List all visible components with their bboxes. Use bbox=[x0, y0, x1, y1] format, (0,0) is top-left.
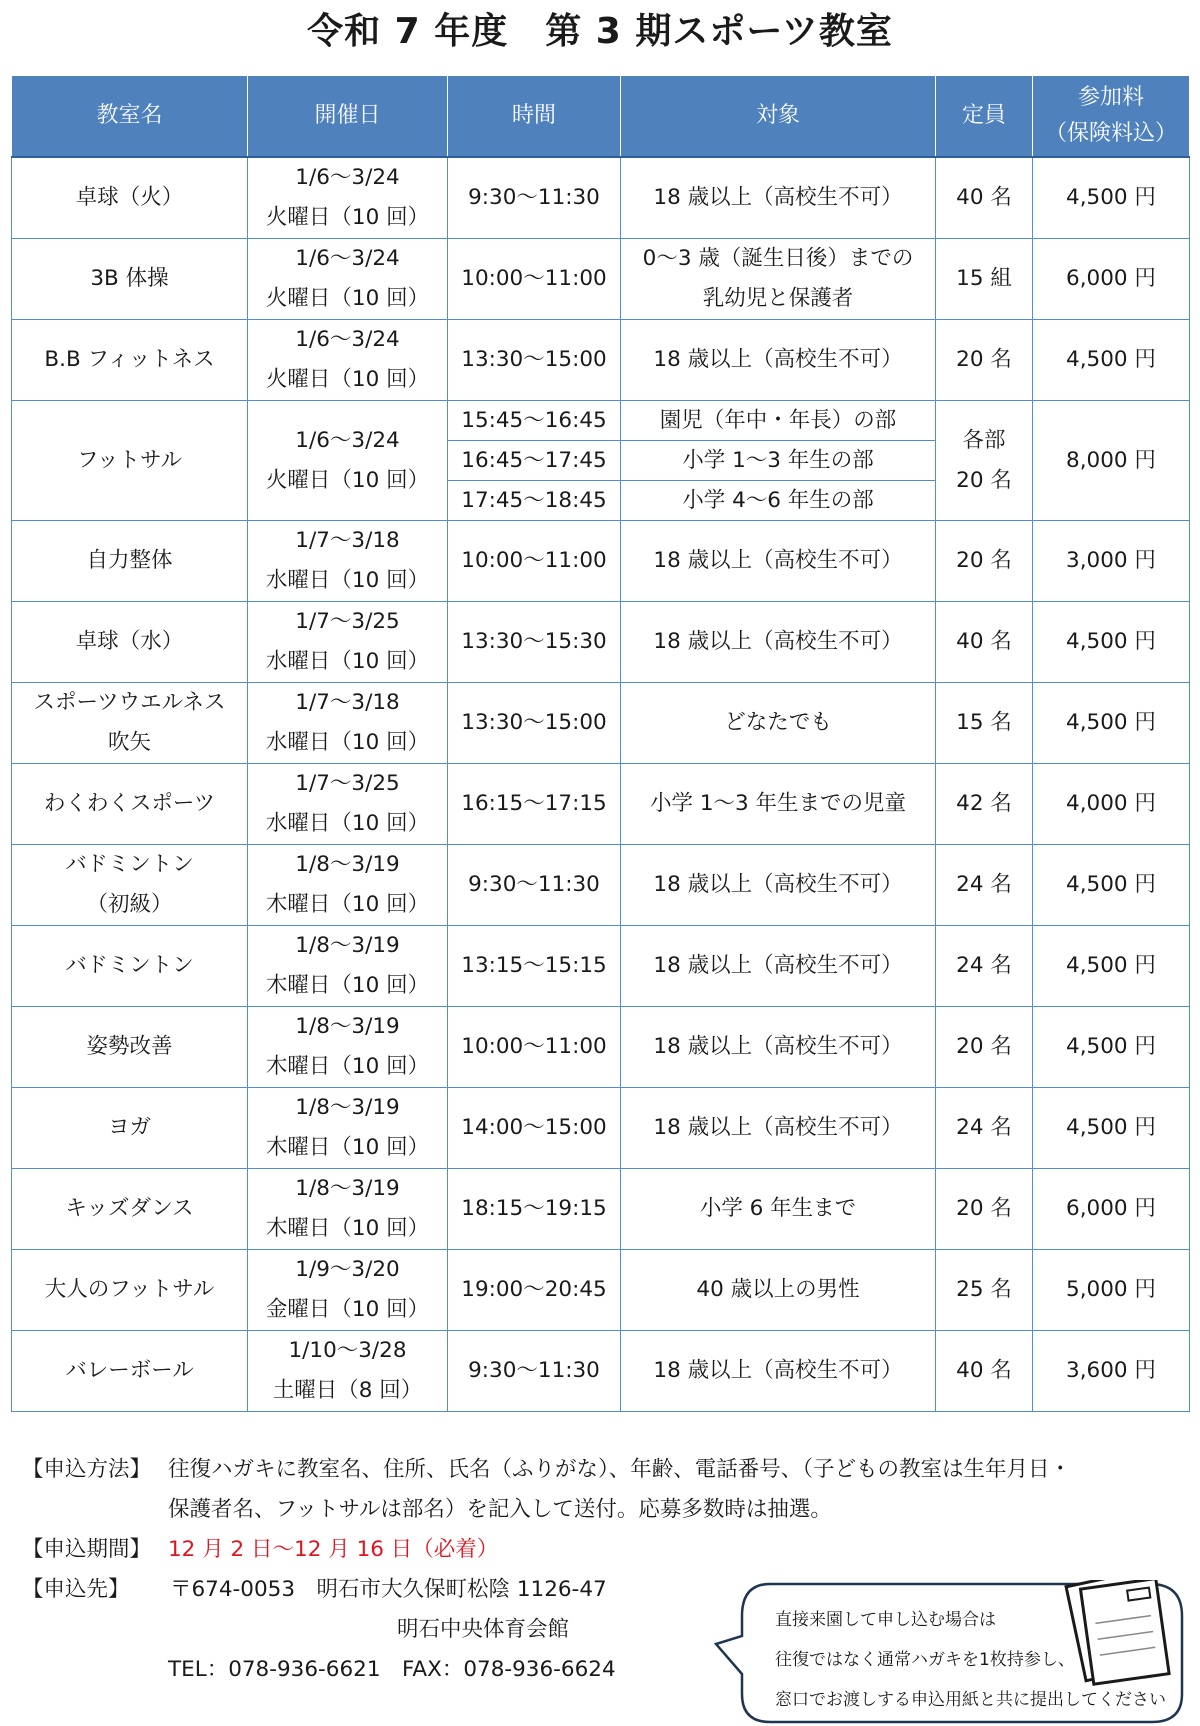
table-row bbox=[12, 926, 1190, 1007]
target-cell bbox=[621, 1331, 936, 1412]
capacity-cell-line: 20 名 bbox=[956, 548, 1012, 573]
header-target: 対象 bbox=[621, 76, 936, 158]
dates-cell bbox=[248, 764, 448, 845]
target-cell-line: 0～3 歳（誕生日後）までの bbox=[642, 246, 914, 271]
dates-cell-line: 火曜日（10 回） bbox=[265, 367, 430, 392]
class-name-cell bbox=[12, 157, 248, 239]
time-cell: 10:00～11:00 bbox=[448, 239, 621, 320]
time-cell: 13:15～15:15 bbox=[448, 926, 621, 1007]
class-name-cell-line: 卓球（火） bbox=[75, 185, 184, 210]
dates-cell bbox=[248, 683, 448, 764]
capacity-cell-line: 20 名 bbox=[956, 467, 1012, 493]
time-cell: 16:15～17:15 bbox=[448, 764, 621, 845]
class-name-cell bbox=[12, 320, 248, 401]
target-cell-line: 乳幼児と保護者 bbox=[702, 286, 854, 311]
class-name-cell-line: 姿勢改善 bbox=[86, 1034, 173, 1059]
target-cell bbox=[621, 157, 936, 239]
dates-cell-line: 1/6～3/24 bbox=[295, 427, 400, 453]
class-name-cell-line: 3B 体操 bbox=[90, 266, 169, 291]
header-dates: 開催日 bbox=[248, 76, 448, 158]
table-row bbox=[12, 602, 1190, 683]
header-time: 時間 bbox=[448, 76, 621, 158]
capacity-cell-line: 40 名 bbox=[956, 1358, 1012, 1383]
header-fee-line2: （保険料込） bbox=[1044, 121, 1177, 146]
table-row bbox=[12, 1331, 1190, 1412]
dates-cell bbox=[248, 845, 448, 926]
table-row bbox=[12, 1088, 1190, 1169]
fee-cell: 4,000 円 bbox=[1033, 764, 1190, 845]
dates-cell-line: 1/7～3/18 bbox=[295, 528, 400, 553]
class-name-cell bbox=[12, 521, 248, 602]
fee-cell: 4,500 円 bbox=[1033, 845, 1190, 926]
target-cell-line: 18 歳以上（高校生不可） bbox=[653, 953, 903, 978]
dates-cell-line: 1/8～3/19 bbox=[295, 1095, 400, 1120]
fee-cell: 8,000 円 bbox=[1033, 401, 1190, 521]
table-row bbox=[12, 1250, 1190, 1331]
callout-line1: 直接来園して申し込む場合は bbox=[775, 1610, 996, 1630]
target-cell bbox=[621, 320, 936, 401]
dates-cell-line: 1/8～3/19 bbox=[295, 1014, 400, 1039]
capacity-cell-line: 24 名 bbox=[956, 872, 1012, 897]
capacity-cell bbox=[936, 845, 1033, 926]
target-cell bbox=[621, 1250, 936, 1331]
class-name-cell-line: バドミントン bbox=[65, 953, 194, 978]
time-cell: 13:30～15:00 bbox=[448, 320, 621, 401]
target-cell-line: 18 歳以上（高校生不可） bbox=[653, 1115, 903, 1140]
target-cell-line: 18 歳以上（高校生不可） bbox=[653, 1358, 903, 1383]
capacity-cell bbox=[936, 602, 1033, 683]
fee-cell: 4,500 円 bbox=[1033, 683, 1190, 764]
dates-cell-line: 1/8～3/19 bbox=[295, 933, 400, 958]
callout-line2: 往復ではなく通常ハガキを1枚持参し、 bbox=[775, 1650, 1075, 1670]
capacity-cell-line: 25 名 bbox=[956, 1277, 1012, 1302]
dates-cell-line: 水曜日（10 回） bbox=[265, 811, 430, 836]
dates-cell-line: 水曜日（10 回） bbox=[265, 730, 430, 755]
target-cell bbox=[621, 683, 936, 764]
class-name-cell bbox=[12, 926, 248, 1007]
period-value: 12 月 2 日～12 月 16 日（必着） bbox=[168, 1537, 499, 1562]
capacity-cell bbox=[936, 1088, 1033, 1169]
time-cell: 14:00～15:00 bbox=[448, 1088, 621, 1169]
table-row bbox=[12, 764, 1190, 845]
dates-cell-line: 1/10～3/28 bbox=[288, 1338, 407, 1363]
target-cell-line: 18 歳以上（高校生不可） bbox=[653, 347, 903, 372]
class-name-cell-line: 卓球（水） bbox=[75, 629, 184, 654]
capacity-cell bbox=[936, 401, 1033, 521]
schedule-table bbox=[11, 75, 1190, 1412]
class-name-cell-line: ヨガ bbox=[107, 1115, 151, 1140]
class-name-cell bbox=[12, 1088, 248, 1169]
class-name-cell-line: フットサル bbox=[77, 447, 182, 473]
capacity-cell bbox=[936, 1169, 1033, 1250]
target-cell-line: 18 歳以上（高校生不可） bbox=[653, 872, 903, 897]
class-name-cell bbox=[12, 401, 248, 521]
class-name-cell bbox=[12, 1007, 248, 1088]
capacity-cell-line: 15 名 bbox=[956, 710, 1012, 735]
header-name: 教室名 bbox=[12, 76, 248, 158]
class-name-cell-line: キッズダンス bbox=[65, 1196, 194, 1221]
table-header-row bbox=[12, 76, 1190, 158]
target-cell bbox=[621, 521, 936, 602]
target-cell: 小学 4～6 年生の部 bbox=[621, 481, 936, 521]
page-title: 令和 7 年度 第 3 期スポーツ教室 bbox=[307, 11, 893, 52]
method-label: 【申込方法】 bbox=[22, 1457, 152, 1482]
time-cell: 16:45～17:45 bbox=[448, 441, 621, 481]
fee-cell: 4,500 円 bbox=[1033, 1007, 1190, 1088]
time-cell: 9:30～11:30 bbox=[448, 157, 621, 239]
target-cell-line: 18 歳以上（高校生不可） bbox=[653, 629, 903, 654]
dates-cell-line: 木曜日（10 回） bbox=[265, 1054, 430, 1079]
table-row bbox=[12, 320, 1190, 401]
capacity-cell-line: 20 名 bbox=[956, 347, 1012, 372]
header-fee bbox=[1033, 76, 1190, 158]
fee-cell: 4,500 円 bbox=[1033, 926, 1190, 1007]
method-text-line1: 往復ハガキに教室名、住所、氏名（ふりがな）、年齢、電話番号、（子どもの教室は生年月日・ bbox=[168, 1457, 1072, 1482]
capacity-cell-line: 40 名 bbox=[956, 185, 1012, 210]
dates-cell-line: 1/7～3/18 bbox=[295, 690, 400, 715]
header-fee-line1: 参加料 bbox=[1077, 85, 1144, 110]
class-name-cell bbox=[12, 1331, 248, 1412]
time-cell: 18:15～19:15 bbox=[448, 1169, 621, 1250]
dates-cell-line: 1/8～3/19 bbox=[295, 1176, 400, 1201]
callout-line3: 窓口でお渡しする申込用紙と共に提出してください bbox=[775, 1690, 1166, 1710]
capacity-cell bbox=[936, 1331, 1033, 1412]
capacity-cell bbox=[936, 320, 1033, 401]
dates-cell-line: 1/8～3/19 bbox=[295, 852, 400, 877]
target-cell-line: 18 歳以上（高校生不可） bbox=[653, 1034, 903, 1059]
table-body bbox=[12, 157, 1190, 1412]
class-name-cell bbox=[12, 1169, 248, 1250]
capacity-cell bbox=[936, 239, 1033, 320]
dates-cell bbox=[248, 1088, 448, 1169]
fee-cell: 4,500 円 bbox=[1033, 1088, 1190, 1169]
fee-cell: 4,500 円 bbox=[1033, 320, 1190, 401]
capacity-cell bbox=[936, 1007, 1033, 1088]
class-name-cell-line: わくわくスポーツ bbox=[43, 791, 216, 816]
time-cell: 19:00～20:45 bbox=[448, 1250, 621, 1331]
capacity-cell-line: 20 名 bbox=[956, 1196, 1012, 1221]
fee-cell: 6,000 円 bbox=[1033, 1169, 1190, 1250]
class-name-cell-line: 吹矢 bbox=[107, 730, 151, 755]
class-name-cell-line: 自力整体 bbox=[86, 548, 173, 573]
target-cell bbox=[621, 926, 936, 1007]
target-cell-line: 40 歳以上の男性 bbox=[696, 1277, 860, 1302]
capacity-cell bbox=[936, 764, 1033, 845]
class-name-cell bbox=[12, 845, 248, 926]
dates-cell-line: 水曜日（10 回） bbox=[265, 568, 430, 593]
fee-cell: 4,500 円 bbox=[1033, 157, 1190, 239]
capacity-cell bbox=[936, 521, 1033, 602]
table-row bbox=[12, 683, 1190, 764]
class-name-cell bbox=[12, 764, 248, 845]
dates-cell-line: 1/7～3/25 bbox=[295, 771, 400, 796]
target-cell bbox=[621, 1007, 936, 1088]
capacity-cell-line: 各部 bbox=[962, 427, 1006, 453]
time-cell: 13:30～15:30 bbox=[448, 602, 621, 683]
class-name-cell bbox=[12, 683, 248, 764]
destination-contact: TEL：078-936-6621 FAX：078-936-6624 bbox=[168, 1657, 616, 1682]
dates-cell-line: 1/6～3/24 bbox=[295, 165, 400, 190]
dates-cell-line: 金曜日（10 回） bbox=[265, 1297, 430, 1322]
class-name-cell-line: バドミントン bbox=[65, 852, 194, 877]
dates-cell bbox=[248, 157, 448, 239]
dates-cell bbox=[248, 1331, 448, 1412]
class-name-cell-line: スポーツウエルネス bbox=[33, 690, 226, 715]
target-cell-line: どなたでも bbox=[724, 710, 832, 735]
time-cell: 17:45～18:45 bbox=[448, 481, 621, 521]
table-row bbox=[12, 1169, 1190, 1250]
fee-cell: 6,000 円 bbox=[1033, 239, 1190, 320]
target-cell bbox=[621, 602, 936, 683]
capacity-cell-line: 40 名 bbox=[956, 629, 1012, 654]
fee-cell: 5,000 円 bbox=[1033, 1250, 1190, 1331]
capacity-cell-line: 42 名 bbox=[956, 791, 1012, 816]
dates-cell-line: 木曜日（10 回） bbox=[265, 973, 430, 998]
target-cell bbox=[621, 764, 936, 845]
time-cell: 10:00～11:00 bbox=[448, 1007, 621, 1088]
class-name-cell-line: バレーボール bbox=[65, 1358, 194, 1383]
destination-address: 〒674-0053 明石市大久保町松陰 1126-47 bbox=[170, 1577, 607, 1602]
header-capacity: 定員 bbox=[936, 76, 1033, 158]
capacity-cell-line: 24 名 bbox=[956, 953, 1012, 978]
dates-cell-line: 1/7～3/25 bbox=[295, 609, 400, 634]
dates-cell-line: 木曜日（10 回） bbox=[265, 1216, 430, 1241]
class-name-cell-line: B.B フィットネス bbox=[44, 347, 215, 372]
dates-cell bbox=[248, 1169, 448, 1250]
dates-cell bbox=[248, 1007, 448, 1088]
dates-cell bbox=[248, 521, 448, 602]
target-cell bbox=[621, 1088, 936, 1169]
time-cell: 9:30～11:30 bbox=[448, 1331, 621, 1412]
capacity-cell-line: 15 組 bbox=[956, 266, 1012, 291]
callout-text bbox=[775, 1600, 1166, 1720]
time-cell: 13:30～15:00 bbox=[448, 683, 621, 764]
dates-cell bbox=[248, 1250, 448, 1331]
dates-cell-line: 土曜日（8 回） bbox=[272, 1378, 423, 1403]
table-row bbox=[12, 521, 1190, 602]
dates-cell bbox=[248, 401, 448, 521]
dates-cell-line: 1/6～3/24 bbox=[295, 327, 400, 352]
capacity-cell-line: 20 名 bbox=[956, 1034, 1012, 1059]
target-cell-line: 18 歳以上（高校生不可） bbox=[653, 185, 903, 210]
fee-cell: 4,500 円 bbox=[1033, 602, 1190, 683]
class-name-cell bbox=[12, 1250, 248, 1331]
table-row bbox=[12, 239, 1190, 320]
dates-cell-line: 水曜日（10 回） bbox=[265, 649, 430, 674]
dates-cell bbox=[248, 239, 448, 320]
period-label: 【申込期間】 bbox=[22, 1537, 152, 1562]
capacity-cell bbox=[936, 683, 1033, 764]
class-name-cell-line: 大人のフットサル bbox=[44, 1277, 215, 1302]
dates-cell bbox=[248, 926, 448, 1007]
class-name-cell bbox=[12, 602, 248, 683]
dates-cell-line: 火曜日（10 回） bbox=[265, 205, 430, 230]
dates-cell bbox=[248, 320, 448, 401]
capacity-cell bbox=[936, 1250, 1033, 1331]
fee-cell: 3,600 円 bbox=[1033, 1331, 1190, 1412]
target-cell-line: 小学 6 年生まで bbox=[699, 1196, 857, 1221]
time-cell: 9:30～11:30 bbox=[448, 845, 621, 926]
table-row bbox=[12, 157, 1190, 239]
time-cell: 15:45～16:45 bbox=[448, 401, 621, 441]
destination-facility: 明石中央体育会館 bbox=[397, 1617, 570, 1642]
dates-cell-line: 木曜日（10 回） bbox=[265, 1135, 430, 1160]
class-name-cell bbox=[12, 239, 248, 320]
fee-cell: 3,000 円 bbox=[1033, 521, 1190, 602]
capacity-cell-line: 24 名 bbox=[956, 1115, 1012, 1140]
dates-cell-line: 1/6～3/24 bbox=[295, 246, 400, 271]
class-name-cell-line: （初級） bbox=[86, 892, 173, 917]
table-row bbox=[12, 1007, 1190, 1088]
dates-cell bbox=[248, 602, 448, 683]
target-cell: 小学 1～3 年生の部 bbox=[621, 441, 936, 481]
target-cell: 園児（年中・年長）の部 bbox=[621, 401, 936, 441]
target-cell-line: 小学 1～3 年生までの児童 bbox=[649, 791, 907, 816]
dates-cell-line: 火曜日（10 回） bbox=[265, 467, 430, 493]
dates-cell-line: 木曜日（10 回） bbox=[265, 892, 430, 917]
table-row bbox=[12, 401, 1190, 441]
dates-cell-line: 1/9～3/20 bbox=[295, 1257, 400, 1282]
target-cell bbox=[621, 239, 936, 320]
time-cell: 10:00～11:00 bbox=[448, 521, 621, 602]
target-cell bbox=[621, 845, 936, 926]
dates-cell-line: 火曜日（10 回） bbox=[265, 286, 430, 311]
destination-label: 【申込先】 bbox=[22, 1577, 130, 1602]
target-cell bbox=[621, 1169, 936, 1250]
capacity-cell bbox=[936, 926, 1033, 1007]
table-row bbox=[12, 845, 1190, 926]
target-cell-line: 18 歳以上（高校生不可） bbox=[653, 548, 903, 573]
capacity-cell bbox=[936, 157, 1033, 239]
method-text-line2: 保護者名、フットサルは部名）を記入して送付。応募多数時は抽選。 bbox=[168, 1497, 832, 1522]
